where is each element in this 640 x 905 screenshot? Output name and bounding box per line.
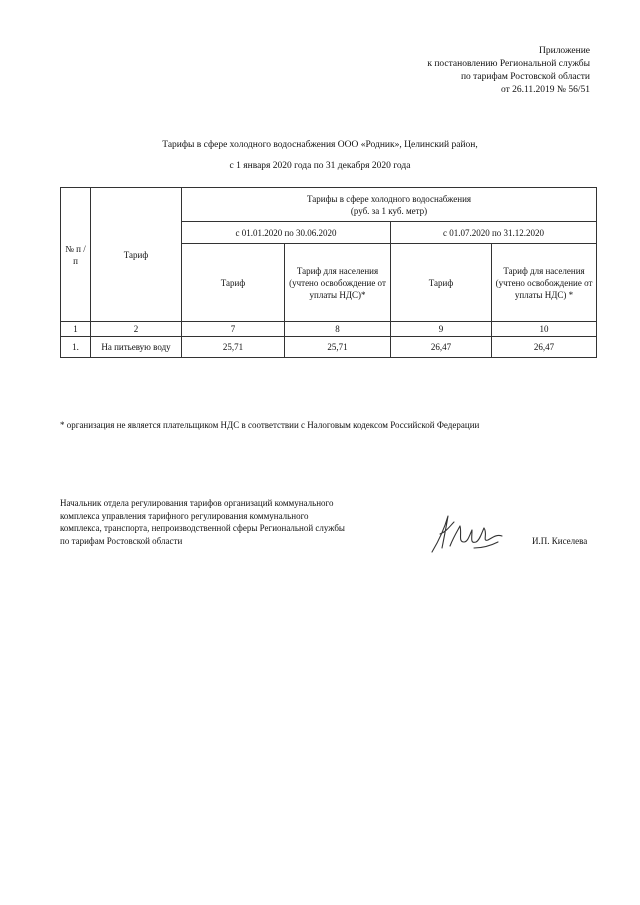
- row-value-tariff-1: 25,71: [182, 337, 285, 358]
- column-number: 1: [61, 322, 91, 337]
- signatory-name: И.П. Киселева: [532, 536, 588, 546]
- header-population-tariff-2: Тариф для населения (учтено освобождение от уплаты НДС) *: [492, 244, 597, 322]
- tariff-table: [60, 187, 597, 358]
- row-value-population-1: 25,71: [285, 337, 391, 358]
- document-title: Тарифы в сфере холодного водоснабжения ООО «Родник», Целинский район,: [162, 140, 478, 150]
- column-numbers-row: [61, 322, 597, 337]
- signatory-line-1: Начальник отдела регулирования тарифов организаций коммунального: [60, 498, 334, 508]
- handwritten-signature: [428, 512, 506, 556]
- column-number: 2: [91, 322, 182, 337]
- header-tariff-name: Тариф: [91, 188, 182, 322]
- document-subtitle: с 1 января 2020 года по 31 декабря 2020 года: [229, 161, 411, 171]
- header-period-2: с 01.07.2020 по 31.12.2020: [391, 222, 597, 244]
- appendix-line-2: к постановлению Региональной службы: [427, 59, 590, 69]
- column-number: 10: [492, 322, 597, 337]
- appendix-header: [427, 45, 590, 97]
- row-name: На питьевую воду: [91, 337, 182, 358]
- signatory-line-4: по тарифам Ростовской области: [60, 535, 183, 546]
- row-value-population-2: 26,47: [492, 337, 597, 358]
- table-row: [61, 337, 597, 358]
- signatory-position: [60, 497, 400, 547]
- header-group-line-2: (руб. за 1 куб. метр): [350, 205, 428, 216]
- header-group: [182, 188, 597, 222]
- header-tariff-2: Тариф: [391, 244, 492, 322]
- column-number: 9: [391, 322, 492, 337]
- header-group-line-1: Тарифы в сфере холодного водоснабжения: [307, 193, 472, 204]
- column-number: 7: [182, 322, 285, 337]
- footnote: * организация не является плательщиком НДС в соответствии с Налоговым кодексом Российской Федерации: [60, 420, 480, 430]
- appendix-line-3: по тарифам Ростовской области: [460, 72, 590, 82]
- header-population-tariff-1: Тариф для населения (учтено освобождение от уплаты НДС)*: [285, 244, 391, 322]
- signatory-line-2: комплекса управления тарифного регулирования коммунального: [60, 510, 309, 521]
- signatory-line-3: комплекса, транспорта, непроизводственной сферы Региональной службы: [60, 523, 345, 534]
- row-number: 1.: [61, 337, 91, 358]
- appendix-line-1: Приложение: [539, 46, 590, 56]
- header-tariff-1: Тариф: [182, 244, 285, 322]
- header-number: № п /п: [61, 188, 91, 322]
- row-value-tariff-2: 26,47: [391, 337, 492, 358]
- appendix-line-4: от 26.11.2019 № 56/51: [500, 85, 590, 95]
- column-number: 8: [285, 322, 391, 337]
- header-period-1: с 01.01.2020 по 30.06.2020: [182, 222, 391, 244]
